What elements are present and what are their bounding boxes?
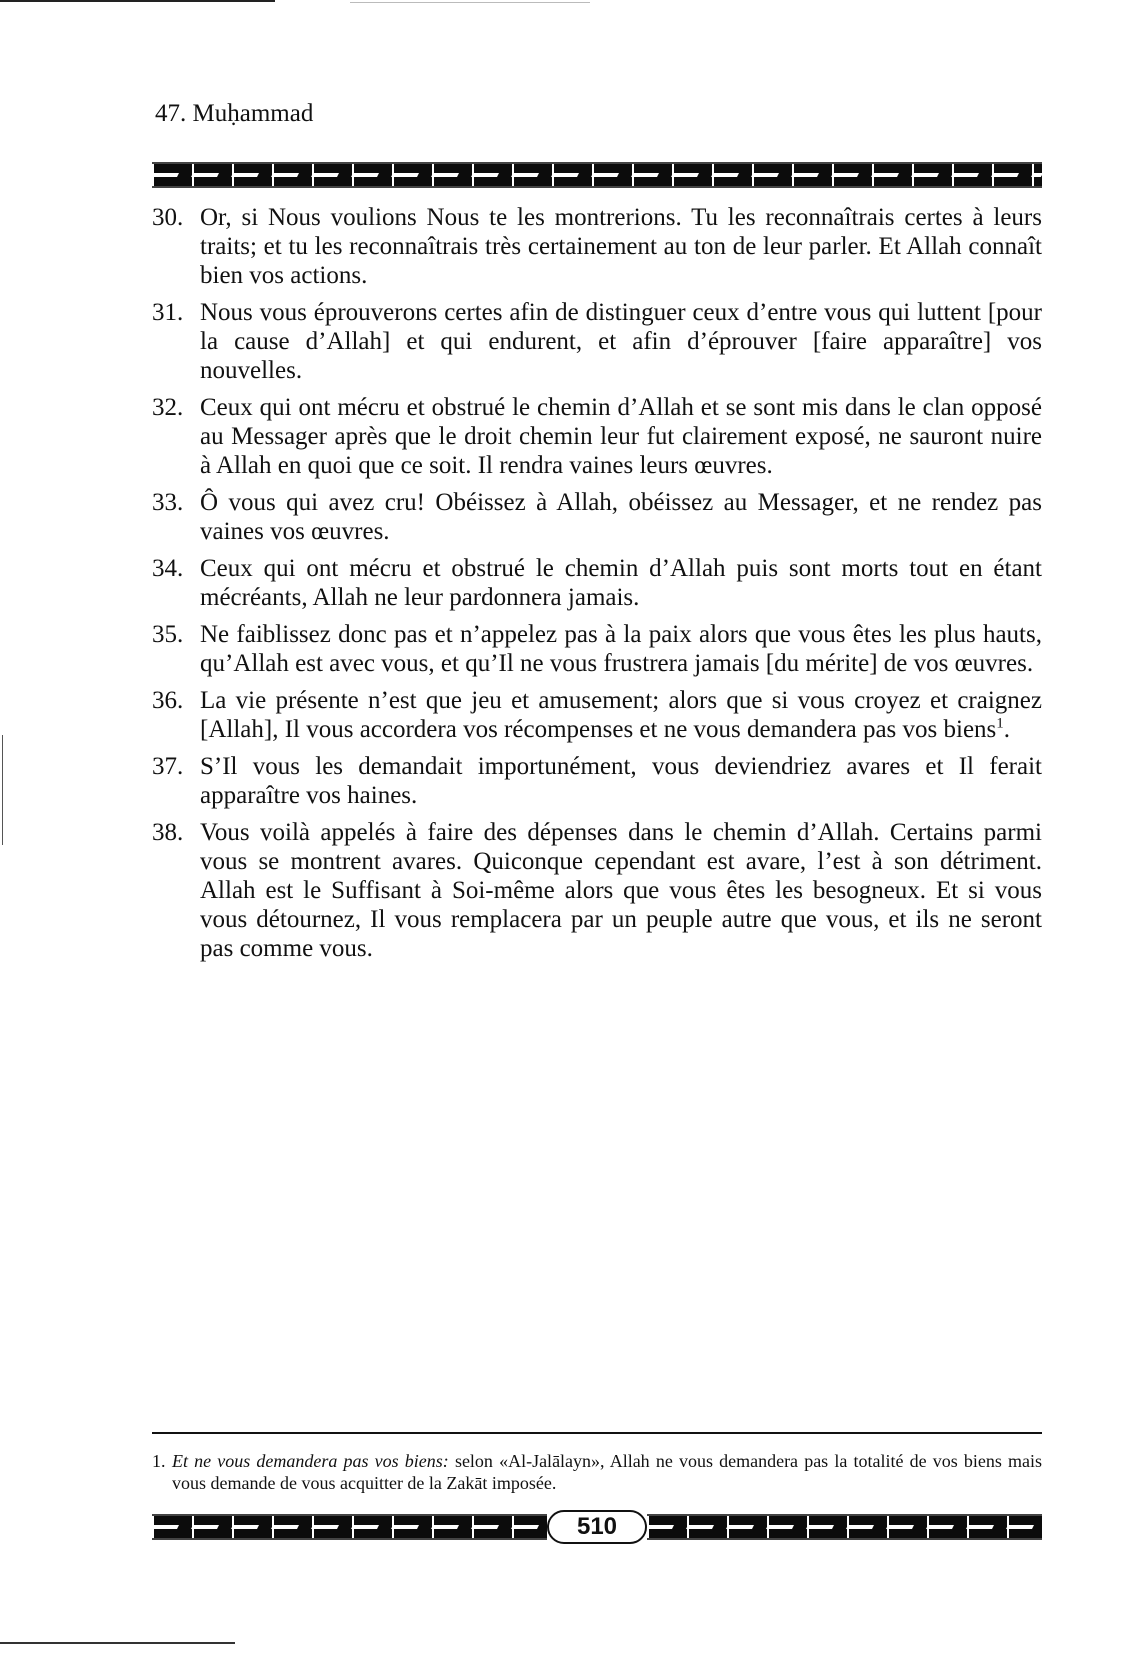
- verse-text-tail: .: [1003, 716, 1011, 743]
- verse-text-wrap: [200, 686, 1042, 744]
- footnote-text: selon «Al-Jalālayn», Allah ne vous demandera pas la totalité de vos biens mais vous demande de vous acquitter de la Zakāt imposée.: [172, 1451, 1042, 1493]
- footnote-divider: [152, 1432, 1042, 1434]
- verse-text: Nous vous éprouverons certes afin de distinguer ceux d’entre vous qui luttent [pour la cause d’Allah] et qui endurent, et afin d’éprouver [faire apparaître] vos nouvelles.: [200, 299, 1042, 384]
- verse-number: 31.: [152, 299, 184, 326]
- verse-37: [152, 752, 1042, 810]
- verse-35: [152, 620, 1042, 678]
- decorative-border-top: [152, 162, 1042, 188]
- verse-text: Ceux qui ont mécru et obstrué le chemin d’Allah et se sont mis dans le clan opposé au Messager après que le droit chemin leur fut clairement exposé, ne sauront nuire à Allah en quoi que ce soit. Il rendra vaines leurs œuvres.: [200, 394, 1042, 479]
- footnote: [152, 1450, 1042, 1494]
- decorative-border-bottom-right: [647, 1514, 1042, 1540]
- verse-number: 37.: [152, 753, 184, 780]
- verse-text: Or, si Nous voulions Nous te les montrerions. Tu les reconnaîtrais certes à leurs traits; et tu les reconnaîtrais très certainement au ton de leur parler. Et Allah connaît bien vos actions.: [200, 204, 1042, 289]
- page-footer: [152, 1510, 1042, 1544]
- verse-number: 34.: [152, 555, 184, 582]
- verse-text: Vous voilà appelés à faire des dépenses dans le chemin d’Allah. Certains parmi vous se montrent avares. Quiconque cependant est avare, l’est à son détriment. Allah est le Suffisant à Soi-même alors que vous êtes les besogneux. Et si vous vous détournez, Il vous remplacera par un peuple autre que vous, et ils ne seront pas comme vous.: [200, 819, 1042, 962]
- scan-edge-top: [0, 0, 275, 2]
- verse-number: 38.: [152, 819, 184, 846]
- verse-number: 33.: [152, 489, 184, 516]
- footnote-number: 1.: [152, 1451, 166, 1471]
- verse-text: Ô vous qui avez cru! Obéissez à Allah, obéissez au Messager, et ne rendez pas vaines vos œuvres.: [200, 489, 1042, 545]
- page-number: 510: [547, 1510, 647, 1544]
- decorative-border-bottom-left: [152, 1514, 547, 1540]
- footnote-reference: 1: [996, 715, 1004, 732]
- verse-34: [152, 554, 1042, 612]
- verse-38: [152, 818, 1042, 963]
- verse-number: 30.: [152, 204, 184, 231]
- verse-30: [152, 203, 1042, 290]
- verse-text: Ne faiblissez donc pas et n’appelez pas à la paix alors que vous êtes les plus hauts, qu’Allah est avec vous, et qu’Il ne vous frustrera jamais [du mérite] de vos œuvres.: [200, 621, 1042, 677]
- verse-36: [152, 686, 1042, 744]
- verse-list: [152, 203, 1042, 971]
- verse-text: Ceux qui ont mécru et obstrué le chemin d’Allah puis sont morts tout en étant mécréants, Allah ne leur pardonnera jamais.: [200, 555, 1042, 611]
- verse-text: La vie présente n’est que jeu et amusement; alors que si vous croyez et craignez [Allah], Il vous accordera vos récompenses et ne vous demandera pas vos biens: [200, 687, 1042, 743]
- surah-title: 47. Muḥammad: [155, 100, 314, 127]
- verse-number: 36.: [152, 687, 184, 714]
- scan-margin-mark: [2, 735, 3, 845]
- footnote-body: [172, 1450, 1042, 1494]
- verse-text: S’Il vous les demandait importunément, vous deviendriez avares et Il ferait apparaître vos haines.: [200, 753, 1042, 809]
- scan-edge-bottom: [0, 1642, 235, 1644]
- verse-number: 35.: [152, 621, 184, 648]
- footnote-lead: Et ne vous demandera pas vos biens:: [172, 1451, 449, 1471]
- verse-number: 32.: [152, 394, 184, 421]
- verse-32: [152, 393, 1042, 480]
- scan-edge-top-faint: [350, 2, 590, 3]
- verse-31: [152, 298, 1042, 385]
- verse-33: [152, 488, 1042, 546]
